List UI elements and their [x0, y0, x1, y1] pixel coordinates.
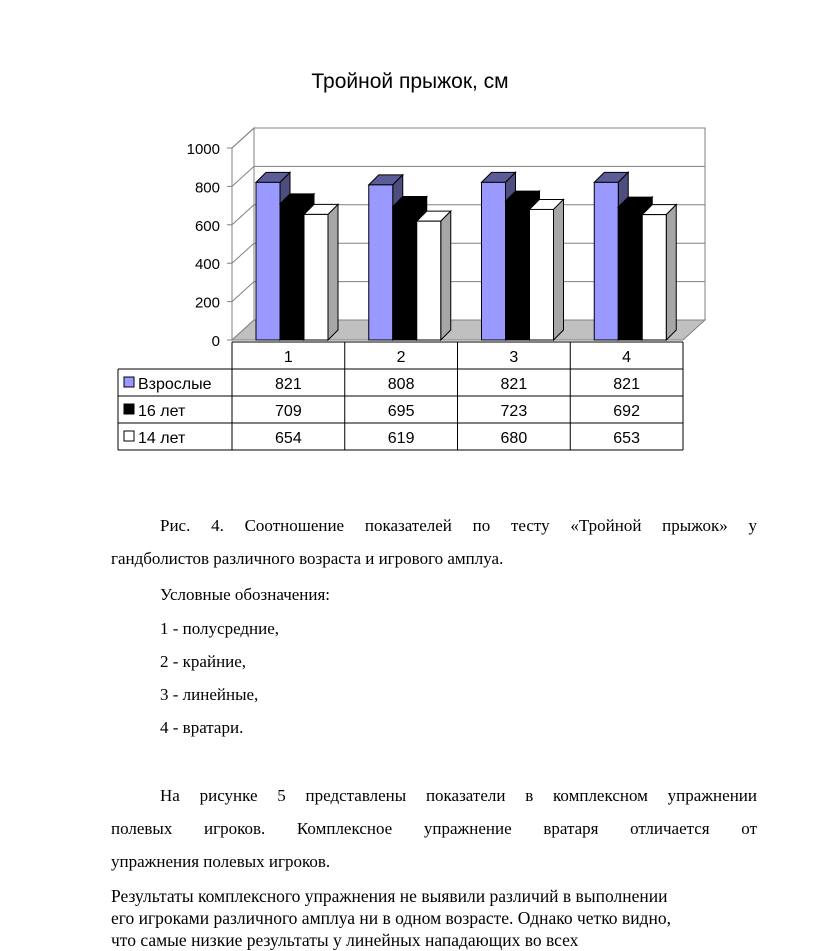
legend-item-4: 4 - вратари. — [160, 718, 244, 737]
legend-heading: Условные обозначения: — [160, 585, 331, 604]
category-label: 3 — [509, 349, 519, 366]
y-tick-label: 600 — [194, 217, 220, 235]
bar — [482, 182, 506, 340]
bar-chart — [0, 0, 816, 470]
paragraph-1-line-1: На рисунке 5 представлены показатели в комплексном упражнении — [160, 786, 757, 805]
data-label: 654 — [275, 430, 302, 447]
data-label: 692 — [613, 403, 640, 420]
legend-swatch — [124, 431, 134, 441]
y-tick-label: 1000 — [186, 141, 220, 158]
data-label: 808 — [387, 376, 415, 393]
legend-item-1: 1 - полусредние, — [160, 619, 280, 638]
bar-side — [441, 211, 451, 340]
bar — [594, 182, 618, 340]
y-tick-label: 200 — [194, 294, 220, 312]
data-label: 619 — [387, 430, 415, 447]
y-tick-label: 800 — [194, 179, 220, 197]
legend-item-3: 3 - линейные, — [160, 685, 259, 704]
legend-item-2: 2 - крайние, — [160, 652, 247, 671]
category-label: 1 — [283, 349, 293, 366]
category-label: 4 — [622, 349, 632, 366]
y-tick-label: 0 — [211, 333, 220, 350]
bar-side — [554, 199, 564, 340]
data-label: 821 — [613, 376, 640, 393]
chart-title: Тройной прыжок, см — [311, 70, 509, 93]
data-label: 723 — [500, 403, 528, 420]
bar — [642, 215, 666, 340]
category-label: 2 — [396, 349, 406, 366]
bar — [393, 207, 417, 340]
bar-side — [328, 204, 338, 340]
data-label: 821 — [275, 376, 302, 393]
legend-swatch — [124, 377, 134, 387]
bar — [417, 221, 441, 340]
bar-side — [666, 205, 676, 340]
bar — [530, 209, 554, 340]
legend-label: 16 лет — [138, 403, 186, 420]
figure-caption-line-2: гандболистов различного возраста и игрового амплуа. — [111, 549, 504, 568]
paragraph-1-line-3: упражнения полевых игроков. — [111, 852, 331, 871]
bar — [280, 204, 304, 340]
bar — [256, 182, 280, 340]
chart-side-wall — [232, 128, 254, 340]
data-label: 821 — [500, 376, 528, 393]
bar — [304, 214, 328, 340]
bar — [369, 185, 393, 340]
paragraph-2-line-1: Результаты комплексного упражнения не выявили различий в выполнении — [111, 886, 668, 906]
paragraph-1-line-2: полевых игроков. Комплексное упражнение вратаря отличается от — [111, 819, 757, 838]
paragraph-2-line-3: что самые низкие результаты у линейных нападающих во всех — [111, 930, 579, 950]
legend-label: 14 лет — [138, 430, 186, 447]
legend-swatch — [124, 404, 134, 414]
paragraph-2-line-2: его игроками различного амплуа ни в одном возрасте. Однако четко видно, — [111, 908, 671, 928]
bar — [506, 201, 530, 340]
data-label: 709 — [275, 403, 302, 420]
data-label: 680 — [500, 430, 528, 447]
legend-label: Взрослые — [138, 376, 212, 393]
y-tick-label: 400 — [194, 256, 220, 274]
figure-caption-line-1: Рис. 4. Соотношение показателей по тесту «Тройной прыжок» у — [160, 516, 757, 535]
data-label: 695 — [387, 403, 415, 420]
data-label: 653 — [613, 430, 640, 447]
bar — [618, 207, 642, 340]
